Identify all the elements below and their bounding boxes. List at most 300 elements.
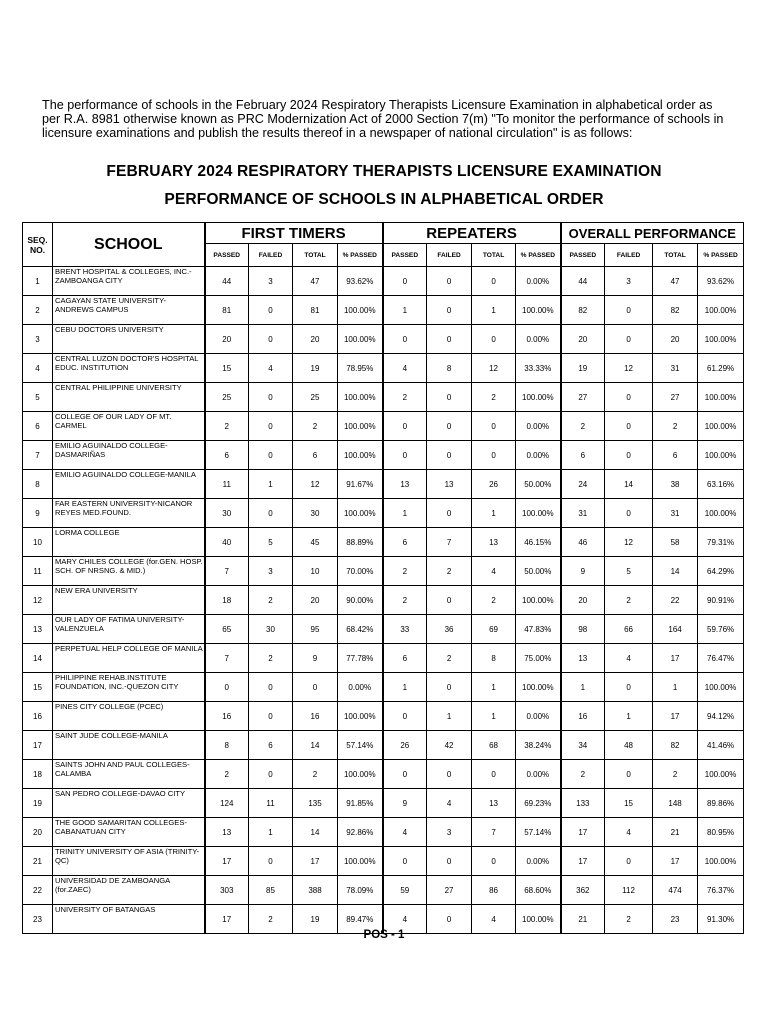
- seq-cell: 14: [23, 644, 53, 673]
- rp-passed-cell: 1: [383, 499, 427, 528]
- ov-failed-cell: 66: [605, 615, 653, 644]
- ov-total-cell: 38: [653, 470, 698, 499]
- ft-failed-cell: 0: [249, 383, 293, 412]
- ov-failed-cell: 0: [605, 441, 653, 470]
- school-cell: PINES CITY COLLEGE (PCEC): [53, 702, 205, 731]
- rp-total-cell: 0: [472, 325, 516, 354]
- report-subtitle: PERFORMANCE OF SCHOOLS IN ALPHABETICAL ORDER: [164, 191, 604, 208]
- ft-total-cell: 12: [293, 470, 338, 499]
- ov-total-cell: 17: [653, 644, 698, 673]
- ov-failed-cell: 4: [605, 644, 653, 673]
- ov-passed-cell: 16: [561, 702, 605, 731]
- ov-passed-cell: 17: [561, 818, 605, 847]
- table-row: [23, 267, 744, 296]
- ov-pct-cell: 59.76%: [698, 615, 744, 644]
- ov-pct-cell: 64.29%: [698, 557, 744, 586]
- ov-failed-cell: 3: [605, 267, 653, 296]
- rp-failed-cell: 0: [427, 267, 472, 296]
- ft-passed-cell: 16: [205, 702, 249, 731]
- rp-pct-cell: 0.00%: [516, 441, 561, 470]
- ov-passed-cell: 46: [561, 528, 605, 557]
- table-row: [23, 325, 744, 354]
- rp-total-cell: 0: [472, 412, 516, 441]
- seq-cell: 22: [23, 876, 53, 905]
- table-row: [23, 586, 744, 615]
- ft-pct-cell: 91.67%: [338, 470, 383, 499]
- ov-total-cell: 474: [653, 876, 698, 905]
- rp-failed-cell: 27: [427, 876, 472, 905]
- ft-pct-cell: 90.00%: [338, 586, 383, 615]
- overall-header: OVERALL PERFORMANCE: [561, 223, 744, 244]
- rp-pct-cell: 75.00%: [516, 644, 561, 673]
- ft-passed-cell: 25: [205, 383, 249, 412]
- ft-total-cell: 25: [293, 383, 338, 412]
- ov-pct-cell: 100.00%: [698, 383, 744, 412]
- ov-total-cell: 164: [653, 615, 698, 644]
- rp-failed-cell: 0: [427, 673, 472, 702]
- rp-failed-cell: 0: [427, 905, 472, 934]
- rp-failed-cell: 0: [427, 296, 472, 325]
- ov-failed-cell: 0: [605, 499, 653, 528]
- ft-failed-cell: 4: [249, 354, 293, 383]
- ft-passed-cell: 303: [205, 876, 249, 905]
- rp-passed-cell: 4: [383, 354, 427, 383]
- ft-total-cell: 2: [293, 412, 338, 441]
- table-row: [23, 354, 744, 383]
- ft-pct-cell: 77.78%: [338, 644, 383, 673]
- ft-pct-cell: 100.00%: [338, 499, 383, 528]
- ft-failed-cell: 1: [249, 470, 293, 499]
- ft-passed-cell: 7: [205, 644, 249, 673]
- ft-pct-cell: 100.00%: [338, 760, 383, 789]
- school-cell: UNIVERSITY OF BATANGAS: [53, 905, 205, 934]
- ft-failed-cell: 0: [249, 499, 293, 528]
- ov-total-cell: 27: [653, 383, 698, 412]
- rp-passed-cell: 0: [383, 412, 427, 441]
- ft-total-cell: 95: [293, 615, 338, 644]
- seq-cell: 4: [23, 354, 53, 383]
- school-cell: NEW ERA UNIVERSITY: [53, 586, 205, 615]
- ov-failed-cell: 12: [605, 354, 653, 383]
- results-table: [22, 222, 744, 934]
- rp-failed-cell: 0: [427, 383, 472, 412]
- ft-failed-cell: 0: [249, 702, 293, 731]
- ft-pct-cell: 68.42%: [338, 615, 383, 644]
- seq-header-line2: NO.: [29, 244, 46, 255]
- ft-failed-cell: 3: [249, 557, 293, 586]
- ov-passed-cell: 20: [561, 325, 605, 354]
- ov-total-cell: 31: [653, 354, 698, 383]
- ft-passed-cell: 20: [205, 325, 249, 354]
- ft-pct-cell: 92.86%: [338, 818, 383, 847]
- ov-pct-cell: 76.37%: [698, 876, 744, 905]
- ft-pct-cell: 88.89%: [338, 528, 383, 557]
- ft-failed-cell: 30: [249, 615, 293, 644]
- table-row: [23, 847, 744, 876]
- ov-passed-cell: 9: [561, 557, 605, 586]
- ft-total-cell: 6: [293, 441, 338, 470]
- ft-passed-cell: 0: [205, 673, 249, 702]
- rp-pct-cell: 100.00%: [516, 499, 561, 528]
- ov-pct-cell: 89.86%: [698, 789, 744, 818]
- rp-pct-cell: 46.15%: [516, 528, 561, 557]
- table-row: [23, 499, 744, 528]
- results-body: [23, 267, 744, 934]
- ov-pct-cell: 90.91%: [698, 586, 744, 615]
- table-row: [23, 644, 744, 673]
- ov-pct-cell: 100.00%: [698, 296, 744, 325]
- rp-passed-cell: 9: [383, 789, 427, 818]
- ft-total-header: TOTAL: [293, 244, 338, 267]
- ft-total-cell: 19: [293, 354, 338, 383]
- rp-pct-cell: 0.00%: [516, 267, 561, 296]
- rp-total-cell: 13: [472, 789, 516, 818]
- rp-failed-cell: 0: [427, 499, 472, 528]
- seq-cell: 15: [23, 673, 53, 702]
- ov-failed-cell: 2: [605, 905, 653, 934]
- ft-pct-header: % PASSED: [338, 244, 383, 267]
- ft-passed-cell: 30: [205, 499, 249, 528]
- ov-pct-cell: 100.00%: [698, 441, 744, 470]
- rp-failed-cell: 4: [427, 789, 472, 818]
- ov-failed-header: FAILED: [605, 244, 653, 267]
- rp-pct-cell: 47.83%: [516, 615, 561, 644]
- ov-passed-cell: 34: [561, 731, 605, 760]
- school-cell: CAGAYAN STATE UNIVERSITY-ANDREWS CAMPUS: [53, 296, 205, 325]
- ov-passed-cell: 27: [561, 383, 605, 412]
- ft-total-cell: 19: [293, 905, 338, 934]
- ft-passed-cell: 2: [205, 760, 249, 789]
- ov-pct-cell: 41.46%: [698, 731, 744, 760]
- ft-failed-cell: 5: [249, 528, 293, 557]
- ft-pct-cell: 100.00%: [338, 847, 383, 876]
- rp-pct-cell: 69.23%: [516, 789, 561, 818]
- ft-failed-cell: 0: [249, 760, 293, 789]
- ov-pct-cell: 100.00%: [698, 847, 744, 876]
- ft-total-cell: 0: [293, 673, 338, 702]
- ov-passed-cell: 13: [561, 644, 605, 673]
- ov-total-cell: 17: [653, 702, 698, 731]
- rp-failed-cell: 42: [427, 731, 472, 760]
- ov-passed-cell: 2: [561, 412, 605, 441]
- seq-cell: 7: [23, 441, 53, 470]
- ft-pct-cell: 100.00%: [338, 296, 383, 325]
- ft-total-cell: 14: [293, 818, 338, 847]
- ov-total-cell: 2: [653, 760, 698, 789]
- page-footer: POS - 1: [363, 929, 405, 941]
- ov-passed-cell: 19: [561, 354, 605, 383]
- school-cell: TRINITY UNIVERSITY OF ASIA (TRINITY-QC): [53, 847, 205, 876]
- school-cell: SAN PEDRO COLLEGE-DAVAO CITY: [53, 789, 205, 818]
- ov-total-cell: 82: [653, 296, 698, 325]
- ft-failed-header: FAILED: [249, 244, 293, 267]
- ft-pct-cell: 100.00%: [338, 383, 383, 412]
- rp-passed-cell: 0: [383, 702, 427, 731]
- ft-passed-cell: 8: [205, 731, 249, 760]
- ft-pct-cell: 100.00%: [338, 325, 383, 354]
- rp-pct-cell: 100.00%: [516, 586, 561, 615]
- school-cell: MARY CHILES COLLEGE (for.GEN. HOSP. SCH. OF NRSNG. & MID.): [53, 557, 205, 586]
- ft-passed-header: PASSED: [205, 244, 249, 267]
- table-row: [23, 789, 744, 818]
- rp-pct-cell: 0.00%: [516, 760, 561, 789]
- rp-passed-cell: 0: [383, 847, 427, 876]
- school-cell: OUR LADY OF FATIMA UNIVERSITY-VALENZUELA: [53, 615, 205, 644]
- rp-passed-cell: 4: [383, 818, 427, 847]
- ov-passed-cell: 44: [561, 267, 605, 296]
- rp-passed-cell: 4: [383, 905, 427, 934]
- seq-cell: 17: [23, 731, 53, 760]
- ft-failed-cell: 0: [249, 325, 293, 354]
- rp-passed-cell: 1: [383, 673, 427, 702]
- ov-total-header: TOTAL: [653, 244, 698, 267]
- rp-passed-cell: 26: [383, 731, 427, 760]
- rp-total-cell: 0: [472, 267, 516, 296]
- ov-pct-cell: 100.00%: [698, 325, 744, 354]
- table-row: [23, 441, 744, 470]
- ov-pct-cell: 100.00%: [698, 673, 744, 702]
- rp-pct-cell: 38.24%: [516, 731, 561, 760]
- ov-pct-cell: 79.31%: [698, 528, 744, 557]
- ft-passed-cell: 17: [205, 847, 249, 876]
- rp-failed-cell: 0: [427, 412, 472, 441]
- rp-passed-cell: 2: [383, 557, 427, 586]
- table-row: [23, 731, 744, 760]
- rp-pct-cell: 33.33%: [516, 354, 561, 383]
- ft-passed-cell: 2: [205, 412, 249, 441]
- rp-failed-header: FAILED: [427, 244, 472, 267]
- ov-passed-cell: 2: [561, 760, 605, 789]
- rp-pct-cell: 68.60%: [516, 876, 561, 905]
- ft-failed-cell: 0: [249, 847, 293, 876]
- ov-pct-cell: 63.16%: [698, 470, 744, 499]
- ft-passed-cell: 6: [205, 441, 249, 470]
- rp-passed-cell: 0: [383, 325, 427, 354]
- rp-total-cell: 1: [472, 702, 516, 731]
- ft-pct-cell: 100.00%: [338, 702, 383, 731]
- ft-passed-cell: 40: [205, 528, 249, 557]
- ov-failed-cell: 5: [605, 557, 653, 586]
- ft-pct-cell: 0.00%: [338, 673, 383, 702]
- seq-cell: 10: [23, 528, 53, 557]
- ov-failed-cell: 0: [605, 325, 653, 354]
- ov-failed-cell: 48: [605, 731, 653, 760]
- seq-cell: 1: [23, 267, 53, 296]
- ft-passed-cell: 17: [205, 905, 249, 934]
- ov-total-cell: 22: [653, 586, 698, 615]
- table-row: [23, 818, 744, 847]
- rp-passed-cell: 6: [383, 528, 427, 557]
- ov-pct-cell: 100.00%: [698, 499, 744, 528]
- rp-total-header: TOTAL: [472, 244, 516, 267]
- rp-passed-header: PASSED: [383, 244, 427, 267]
- school-cell: PERPETUAL HELP COLLEGE OF MANILA: [53, 644, 205, 673]
- ov-failed-cell: 14: [605, 470, 653, 499]
- seq-cell: 16: [23, 702, 53, 731]
- ov-passed-cell: 20: [561, 586, 605, 615]
- rp-failed-cell: 2: [427, 557, 472, 586]
- rp-failed-cell: 0: [427, 586, 472, 615]
- rp-passed-cell: 33: [383, 615, 427, 644]
- school-cell: EMILIO AGUINALDO COLLEGE-MANILA: [53, 470, 205, 499]
- rp-total-cell: 0: [472, 441, 516, 470]
- ft-pct-cell: 70.00%: [338, 557, 383, 586]
- ov-pct-cell: 100.00%: [698, 412, 744, 441]
- rp-pct-cell: 0.00%: [516, 325, 561, 354]
- ft-passed-cell: 81: [205, 296, 249, 325]
- table-row: [23, 412, 744, 441]
- ft-failed-cell: 1: [249, 818, 293, 847]
- school-cell: THE GOOD SAMARITAN COLLEGES-CABANATUAN CITY: [53, 818, 205, 847]
- seq-cell: 19: [23, 789, 53, 818]
- table-row: [23, 673, 744, 702]
- rp-passed-cell: 0: [383, 760, 427, 789]
- rp-total-cell: 13: [472, 528, 516, 557]
- ov-passed-cell: 133: [561, 789, 605, 818]
- school-cell: LORMA COLLEGE: [53, 528, 205, 557]
- ov-total-cell: 82: [653, 731, 698, 760]
- rp-pct-cell: 50.00%: [516, 557, 561, 586]
- ft-passed-cell: 7: [205, 557, 249, 586]
- rp-pct-cell: 0.00%: [516, 847, 561, 876]
- rp-pct-header: % PASSED: [516, 244, 561, 267]
- rp-total-cell: 26: [472, 470, 516, 499]
- school-cell: SAINTS JOHN AND PAUL COLLEGES-CALAMBA: [53, 760, 205, 789]
- ov-total-cell: 14: [653, 557, 698, 586]
- ft-passed-cell: 65: [205, 615, 249, 644]
- ft-failed-cell: 0: [249, 441, 293, 470]
- ov-failed-cell: 0: [605, 847, 653, 876]
- rp-total-cell: 7: [472, 818, 516, 847]
- ft-pct-cell: 100.00%: [338, 412, 383, 441]
- seq-cell: 6: [23, 412, 53, 441]
- ov-total-cell: 17: [653, 847, 698, 876]
- ov-total-cell: 1: [653, 673, 698, 702]
- report-title: FEBRUARY 2024 RESPIRATORY THERAPISTS LICENSURE EXAMINATION: [106, 163, 662, 180]
- ov-pct-header: % PASSED: [698, 244, 744, 267]
- rp-total-cell: 1: [472, 499, 516, 528]
- seq-cell: 12: [23, 586, 53, 615]
- ov-failed-cell: 2: [605, 586, 653, 615]
- rp-failed-cell: 8: [427, 354, 472, 383]
- ft-total-cell: 135: [293, 789, 338, 818]
- rp-failed-cell: 0: [427, 441, 472, 470]
- table-row: [23, 760, 744, 789]
- ft-failed-cell: 3: [249, 267, 293, 296]
- ft-passed-cell: 44: [205, 267, 249, 296]
- ft-total-cell: 81: [293, 296, 338, 325]
- ft-pct-cell: 78.09%: [338, 876, 383, 905]
- rp-total-cell: 8: [472, 644, 516, 673]
- ft-failed-cell: 85: [249, 876, 293, 905]
- rp-total-cell: 69: [472, 615, 516, 644]
- rp-pct-cell: 100.00%: [516, 296, 561, 325]
- seq-cell: 9: [23, 499, 53, 528]
- ov-pct-cell: 93.62%: [698, 267, 744, 296]
- table-row: [23, 383, 744, 412]
- ft-failed-cell: 11: [249, 789, 293, 818]
- seq-cell: 2: [23, 296, 53, 325]
- rp-failed-cell: 2: [427, 644, 472, 673]
- seq-cell: 21: [23, 847, 53, 876]
- rp-total-cell: 1: [472, 296, 516, 325]
- ov-total-cell: 2: [653, 412, 698, 441]
- ov-pct-cell: 76.47%: [698, 644, 744, 673]
- ov-pct-cell: 100.00%: [698, 760, 744, 789]
- rp-passed-cell: 2: [383, 586, 427, 615]
- ov-passed-cell: 21: [561, 905, 605, 934]
- ft-failed-cell: 0: [249, 296, 293, 325]
- rp-pct-cell: 0.00%: [516, 412, 561, 441]
- school-cell: EMILIO AGUINALDO COLLEGE-DASMARIÑAS: [53, 441, 205, 470]
- ov-passed-cell: 82: [561, 296, 605, 325]
- table-row: [23, 296, 744, 325]
- rp-failed-cell: 36: [427, 615, 472, 644]
- table-row: [23, 876, 744, 905]
- ft-pct-cell: 89.47%: [338, 905, 383, 934]
- rp-passed-cell: 0: [383, 267, 427, 296]
- rp-total-cell: 0: [472, 760, 516, 789]
- ov-failed-cell: 0: [605, 412, 653, 441]
- ov-pct-cell: 80.95%: [698, 818, 744, 847]
- school-cell: SAINT JUDE COLLEGE-MANILA: [53, 731, 205, 760]
- rp-failed-cell: 0: [427, 847, 472, 876]
- ov-failed-cell: 0: [605, 296, 653, 325]
- ov-passed-cell: 362: [561, 876, 605, 905]
- ov-failed-cell: 12: [605, 528, 653, 557]
- ft-passed-cell: 15: [205, 354, 249, 383]
- ft-total-cell: 2: [293, 760, 338, 789]
- ft-pct-cell: 100.00%: [338, 441, 383, 470]
- rp-passed-cell: 1: [383, 296, 427, 325]
- ft-total-cell: 10: [293, 557, 338, 586]
- rp-pct-cell: 100.00%: [516, 673, 561, 702]
- ov-passed-cell: 31: [561, 499, 605, 528]
- school-cell: PHILIPPINE REHAB.INSTITUTE FOUNDATION, INC.-QUEZON CITY: [53, 673, 205, 702]
- ov-failed-cell: 0: [605, 673, 653, 702]
- rp-passed-cell: 2: [383, 383, 427, 412]
- seq-header: [23, 223, 53, 267]
- ov-total-cell: 58: [653, 528, 698, 557]
- rp-passed-cell: 6: [383, 644, 427, 673]
- school-cell: CENTRAL PHILIPPINE UNIVERSITY: [53, 383, 205, 412]
- rp-total-cell: 0: [472, 847, 516, 876]
- ft-failed-cell: 2: [249, 905, 293, 934]
- rp-total-cell: 12: [472, 354, 516, 383]
- ft-total-cell: 30: [293, 499, 338, 528]
- table-row: [23, 615, 744, 644]
- ft-total-cell: 17: [293, 847, 338, 876]
- ft-pct-cell: 93.62%: [338, 267, 383, 296]
- ft-passed-cell: 11: [205, 470, 249, 499]
- ov-total-cell: 23: [653, 905, 698, 934]
- first-timers-header: FIRST TIMERS: [205, 223, 383, 244]
- table-row: [23, 470, 744, 499]
- ov-passed-cell: 17: [561, 847, 605, 876]
- rp-total-cell: 86: [472, 876, 516, 905]
- ov-failed-cell: 1: [605, 702, 653, 731]
- ft-failed-cell: 0: [249, 412, 293, 441]
- ov-total-cell: 6: [653, 441, 698, 470]
- school-cell: COLLEGE OF OUR LADY OF MT. CARMEL: [53, 412, 205, 441]
- ft-failed-cell: 0: [249, 673, 293, 702]
- ft-pct-cell: 78.95%: [338, 354, 383, 383]
- seq-cell: 5: [23, 383, 53, 412]
- school-cell: FAR EASTERN UNIVERSITY-NICANOR REYES MED.FOUND.: [53, 499, 205, 528]
- intro-paragraph: The performance of schools in the February 2024 Respiratory Therapists Licensure Examination in alphabetical order as per R.A. 8981 otherwise known as PRC Modernization Act of 2000 Section 7(m) "To monitor the performance of schools in licensure examinations and publish the results thereof in a newspaper of national circulation" is as follows:: [42, 98, 724, 140]
- ft-failed-cell: 2: [249, 586, 293, 615]
- seq-header-line1: SEQ.: [27, 234, 48, 245]
